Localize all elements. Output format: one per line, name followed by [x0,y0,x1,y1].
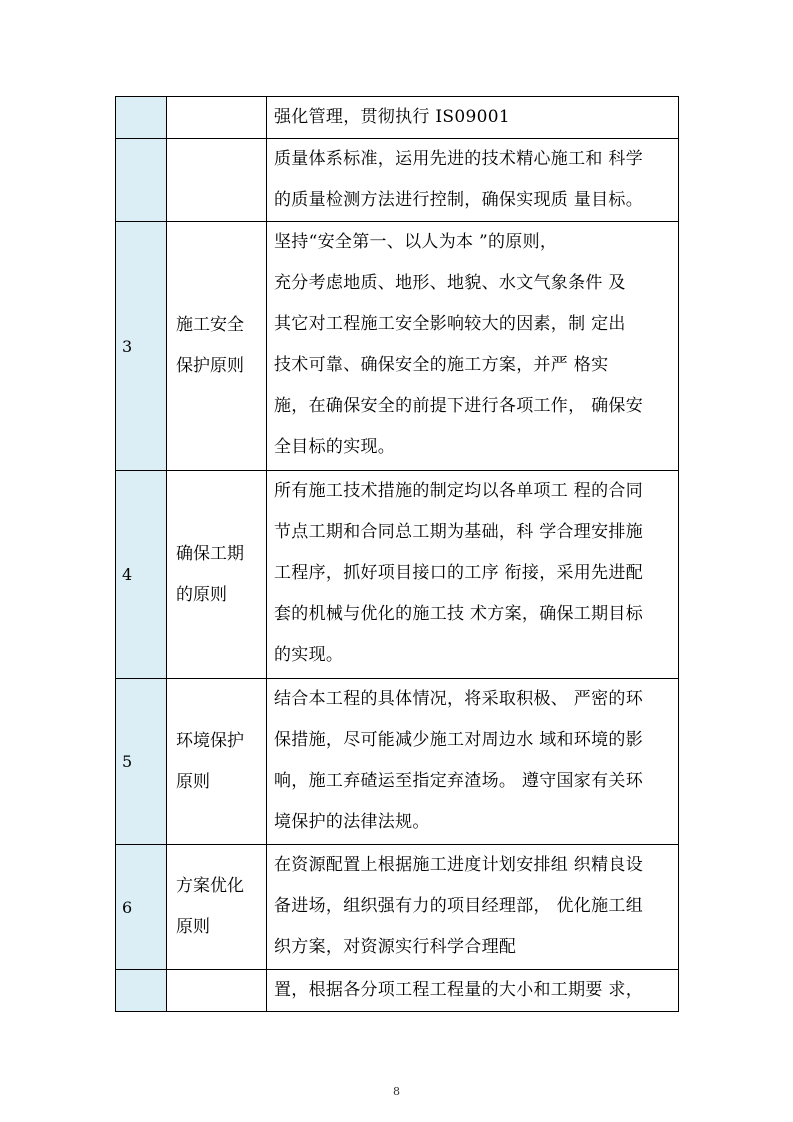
row-content-cell [267,679,679,845]
row-name-line: 方案优化 [176,876,244,896]
row-name-line: 的原则 [176,584,227,605]
row-name-cell [167,471,267,679]
row-number-cell [116,471,167,679]
content-line: 充分考虑地质、地形、地貌、水文气象条件 及 [274,273,626,293]
content-line: 置，根据各分项工程工程量的大小和工期要 求， [274,980,644,1000]
row-content-cell [267,97,679,139]
table-row [116,139,679,222]
row-name-line: 原则 [176,917,210,937]
row-name-cell [167,845,267,970]
row-content-cell [267,845,679,970]
row-number: 5 [122,752,133,771]
row-number: 3 [122,336,133,356]
row-content-cell [267,222,679,471]
content-line: 节点工期和合同总工期为基础，科 学合理安排施 [274,522,644,542]
table-row [116,679,679,845]
content-line: 质量体系标准，运用先进的技术精心施工和 科学 [274,149,644,169]
row-name-cell [167,970,267,1012]
content-line: 境保护的法律法规。 [274,812,430,832]
row-number-cell [116,970,167,1012]
content-line: 备进场，组织强有力的项目经理部， 优化施工组 [274,896,644,916]
table-row [116,970,679,1012]
row-name-line: 施工安全 [176,315,244,335]
content-line: 套的机械与优化的施工技 术方案，确保工期目标 [274,604,644,624]
content-line: 在资源配置上根据施工进度计划安排组 织精良设 [274,855,644,875]
row-name-cell [167,97,267,139]
row-name-cell [167,679,267,845]
content-line: 工程序，抓好项目接口的工序 衔接，采用先进配 [274,563,644,583]
page-number: 8 [393,1085,400,1098]
content-line: 织方案，对资源实行科学合理配 [274,937,517,957]
row-name-cell [167,222,267,471]
content-line: 的实现。 [274,645,344,665]
row-content-cell [267,471,679,679]
row-name-line: 保护原则 [176,356,244,376]
content-line: 技术可靠、确保安全的施工方案，并严 格实 [274,355,609,375]
table-row [116,97,679,139]
row-number: 6 [122,897,133,917]
content-line: 其它对工程施工安全影响较大的因素，制 定出 [274,314,626,334]
row-number-cell [116,679,167,845]
content-line: 坚持“安全第一、以人为本 ”的原则， [274,232,558,252]
content-line: 施，在确保安全的前提下进行各项工作， 确保安 [274,396,644,416]
content-line: 所有施工技术措施的制定均以各单项工 程的合同 [274,481,644,501]
table-row [116,222,679,471]
content-line: 的质量检测方法进行控制，确保实现质 量目标。 [274,190,644,210]
row-number-cell [116,222,167,471]
row-name-line: 确保工期 [176,543,244,564]
principles-table [115,96,679,1012]
row-number-cell [116,139,167,222]
row-name-line: 原则 [176,771,210,792]
content-line: 保措施，尽可能减少施工对周边水 域和环境的影 [274,730,644,750]
content-line: 全目标的实现。 [274,437,396,457]
row-content-cell [267,139,679,222]
content-line: 强化管理，贯彻执行 IS09001 [274,107,510,127]
row-number-cell [116,97,167,139]
row-number: 4 [122,565,133,584]
row-name-line: 环境保护 [176,730,244,751]
table-row [116,845,679,970]
content-line: 结合本工程的具体情况，将采取积极、 严密的环 [274,689,644,709]
table-row [116,471,679,679]
row-number-cell [116,845,167,970]
content-line: 响，施工弃碴运至指定弃渣场。 遵守国家有关环 [274,771,644,791]
row-content-cell [267,970,679,1012]
row-name-cell [167,139,267,222]
